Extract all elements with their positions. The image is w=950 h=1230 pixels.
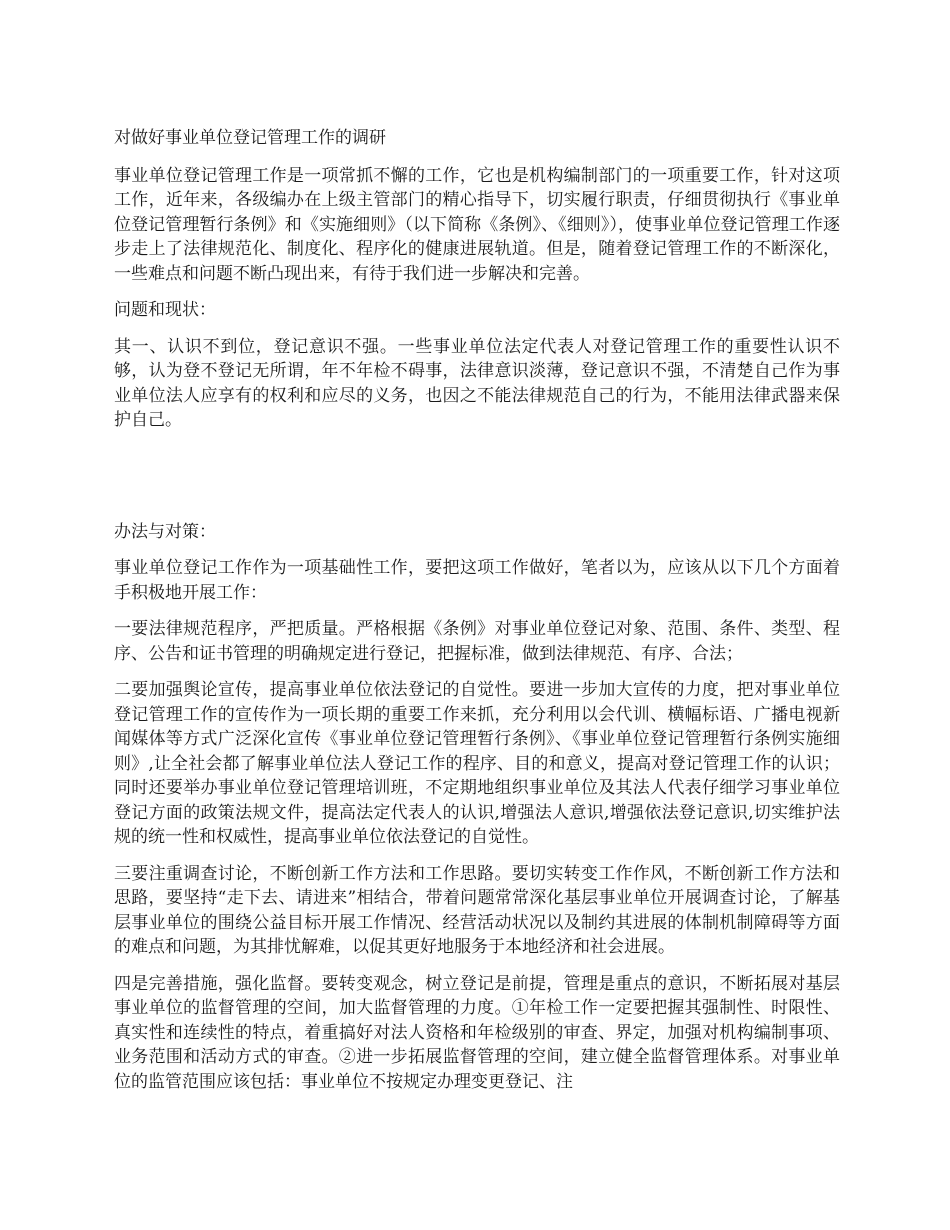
measure-paragraph-3: 三要注重调查讨论，不断创新工作方法和工作思路。要切实转变工作作风，不断创新工作方法和思路，要坚持“走下去、请进来”相结合，带着问题常常深化基层事业单位开展调查讨论，了解基层事业单位的围绕公益目标开展工作情况、经营活动状况以及制约其进展的体制机制障碍等方面的难点和问题，为其排忧解难，以促其更好地服务于本地经济和社会进展。 <box>114 863 840 957</box>
measures-intro-paragraph: 事业单位登记工作作为一项基础性工作，要把这项工作做好，笔者以为，应该从以下几个方面着手积极地开展工作： <box>114 558 840 603</box>
blank-spacer <box>114 445 840 520</box>
measure-paragraph-4: 四是完善措施，强化监督。要转变观念，树立登记是前提，管理是重点的意识，不断拓展对基层事业单位的监督管理的空间，加大监督管理的力度。①年检工作一定要把握其强制性、时限性、真实性和连续性的特点，着重搞好对法人资格和年检级别的审查、界定，加强对机构编制事项、业务范围和活动方式的审查。②进一步拓展监督管理的空间，建立健全监督管理体系。对事业单位的监管范围应该包括：事业单位不按规定办理变更登记、注 <box>114 973 840 1092</box>
document-body <box>114 126 840 1106</box>
problem-paragraph-1: 其一、认识不到位，登记意识不强。一些事业单位法定代表人对登记管理工作的重要性认识不够，认为登不登记无所谓，年不年检不碍事，法律意识淡薄，登记意识不强，不清楚自己作为事业单位法人应享有的权利和应尽的义务，也因之不能法律规范自己的行为，不能用法律武器来保护自己。 <box>114 336 840 430</box>
intro-paragraph: 事业单位登记管理工作是一项常抓不懈的工作，它也是机构编制部门的一项重要工作，针对这项工作，近年来，各级编办在上级主管部门的精心指导下，切实履行职责，仔细贯彻执行《事业单位登记管理暂行条例》和《实施细则》（以下简称《条例》、《细则》），使事业单位登记管理工作逐步走上了法律规范化、制度化、程序化的健康进展轨道。但是，随着登记管理工作的不断深化，一些难点和问题不断凸现出来，有待于我们进一步解决和完善。 <box>114 165 840 284</box>
document-title: 对做好事业单位登记管理工作的调研 <box>114 128 386 148</box>
section-heading-problems: 问题和现状： <box>114 300 216 320</box>
measure-paragraph-2: 二要加强舆论宣传，提高事业单位依法登记的自觉性。要进一步加大宣传的力度，把对事业单位登记管理工作的宣传作为一项长期的重要工作来抓，充分利用以会代训、横幅标语、广播电视新闻媒体等方式广泛深化宣传《事业单位登记管理暂行条例》、《事业单位登记管理暂行条例实施细则》,让全社会都了解事业单位法人登记工作的程序、目的和意义，提高对登记管理工作的认识；同时还要举办事业单位登记管理培训班，不定期地组织事业单位及其法人代表仔细学习事业单位登记方面的政策法规文件，提高法定代表人的认识,增强法人意识,增强依法登记意识,切实维护法规的统一性和权威性，提高事业单位依法登记的自觉性。 <box>114 680 840 847</box>
measure-paragraph-1: 一要法律规范程序，严把质量。严格根据《条例》对事业单位登记对象、范围、条件、类型、程序、公告和证书管理的明确规定进行登记，把握标准，做到法律规范、有序、合法； <box>114 619 840 664</box>
section-heading-measures: 办法与对策： <box>114 521 216 542</box>
